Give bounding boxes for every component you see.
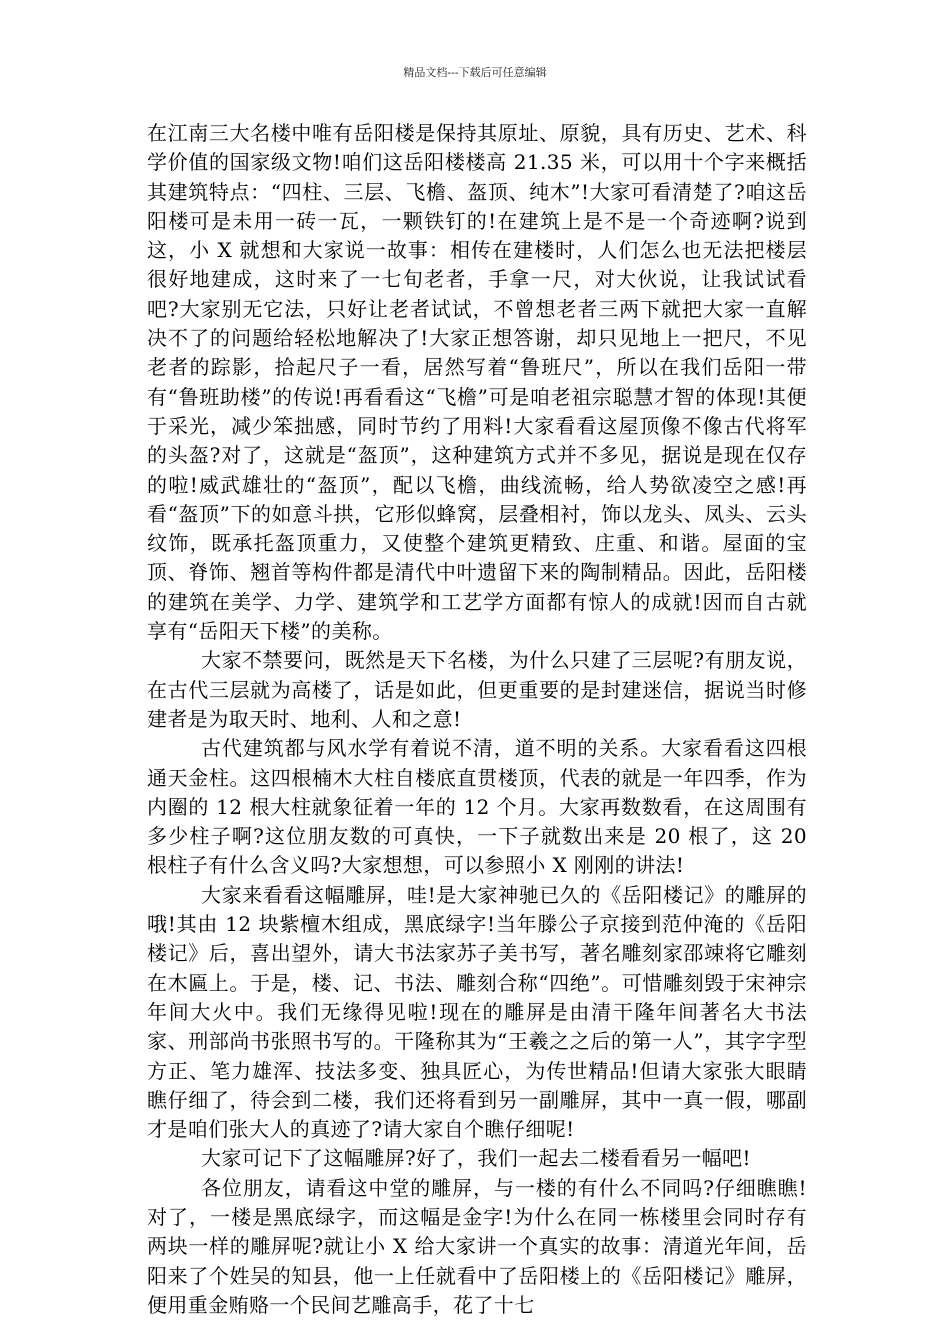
paragraph-3: 古代建筑都与风水学有着说不清，道不明的关系。大家看看这四根通天金柱。这四根楠木大柱自楼底直贯楼顶，代表的就是一年四季，作为内圈的 12 根大柱就象征着一年的 12 个月。大家再数数看，在这周围有多少柱子啊?这位朋友数的可真快，一下子就数出来是 20 根了，这 20 根柱子有什么含义吗?大家想想，可以参照小 X 刚刚的讲法! xyxy=(147,736,807,878)
paragraph-5: 大家可记下了这幅雕屏?好了，我们一起去二楼看看另一幅吧! xyxy=(201,1146,751,1171)
document-body xyxy=(147,119,807,1320)
paragraph-6: 各位朋友，请看这中堂的雕屏，与一楼的有什么不同吗?仔细瞧瞧!对了，一楼是黑底绿字，而这幅是金字!为什么在同一栋楼里会同时存有两块一样的雕屏呢?就让小 X 给大家讲一个真实的故事：清道光年间，岳阳来了个姓吴的知县，他一上任就看中了岳阳楼上的《岳阳楼记》雕屏，便用重金贿赂一个民间艺雕高手，花了十七 xyxy=(147,1175,807,1317)
paragraph-1: 在江南三大名楼中唯有岳阳楼是保持其原址、原貌，具有历史、艺术、科学价值的国家级文物!咱们这岳阳楼楼高 21.35 米，可以用十个字来概括其建筑特点：“四柱、三层、飞檐、盔顶、纯木”!大家可看清楚了?咱这岳阳楼可是未用一砖一瓦，一颗铁钉的!在建筑上是不是一个奇迹啊?说到这，小 X 就想和大家说一故事：相传在建楼时，人们怎么也无法把楼层很好地建成，这时来了一七旬老者，手拿一尺，对大伙说，让我试试看吧?大家别无它法，只好让老者试试，不曾想老者三两下就把大家一直解决不了的问题给轻松地解决了!大家正想答谢，却只见地上一把尺，不见老者的踪影，拾起尺子一看，居然写着“鲁班尺”，所以在我们岳阳一带有“鲁班助楼”的传说!再看看这“飞檐”可是咱老祖宗聪慧才智的体现!其便于采光，减少笨拙感，同时节约了用料!大家看看这屋顶像不像古代将军的头盔?对了，这就是“盔顶”，这种建筑方式并不多见，据说是现在仅存的啦!威武雄壮的“盔顶”，配以飞檐，曲线流畅，给人势欲凌空之感!再看“盔顶”下的如意斗拱，它形似蜂窝，层叠相衬，饰以龙头、凤头、云头纹饰，既承托盔顶重力，又使整个建筑更精致、庄重、和谐。屋面的宝顶、脊饰、翘首等构件都是清代中叶遗留下来的陶制精品。因此，岳阳楼的建筑在美学、力学、建筑学和工艺学方面都有惊人的成就!因而自古就享有“岳阳天下楼”的美称。 xyxy=(147,121,807,644)
page-header: 精品文档---下载后可任意编辑 xyxy=(403,66,547,79)
paragraph-2: 大家不禁要问，既然是天下名楼，为什么只建了三层呢?有朋友说，在古代三层就为高楼了，话是如此，但更重要的是封建迷信，据说当时修建者是为取天时、地利、人和之意! xyxy=(147,648,807,731)
paragraph-4: 大家来看看这幅雕屏，哇!是大家神驰已久的《岳阳楼记》的雕屏的哦!其由 12 块紫檀木组成，黑底绿字!当年滕公子京接到范仲淹的《岳阳楼记》后，喜出望外，请大书法家苏子美书写，著名雕刻家邵竦将它雕刻在木匾上。于是，楼、记、书法、雕刻合称“四绝”。可惜雕刻毁于宋神宗年间大火中。我们无缘得见啦!现在的雕屏是由清干隆年间著名大书法家、刑部尚书张照书写的。干隆称其为“王羲之之后的第一人”，其字字型方正、笔力雄浑、技法多变、独具匠心，为传世精品!但请大家张大眼睛瞧仔细了，待会到二楼，我们还将看到另一副雕屏，其中一真一假，哪副才是咱们张大人的真迹了?请大家自个瞧仔细呢! xyxy=(147,882,807,1142)
